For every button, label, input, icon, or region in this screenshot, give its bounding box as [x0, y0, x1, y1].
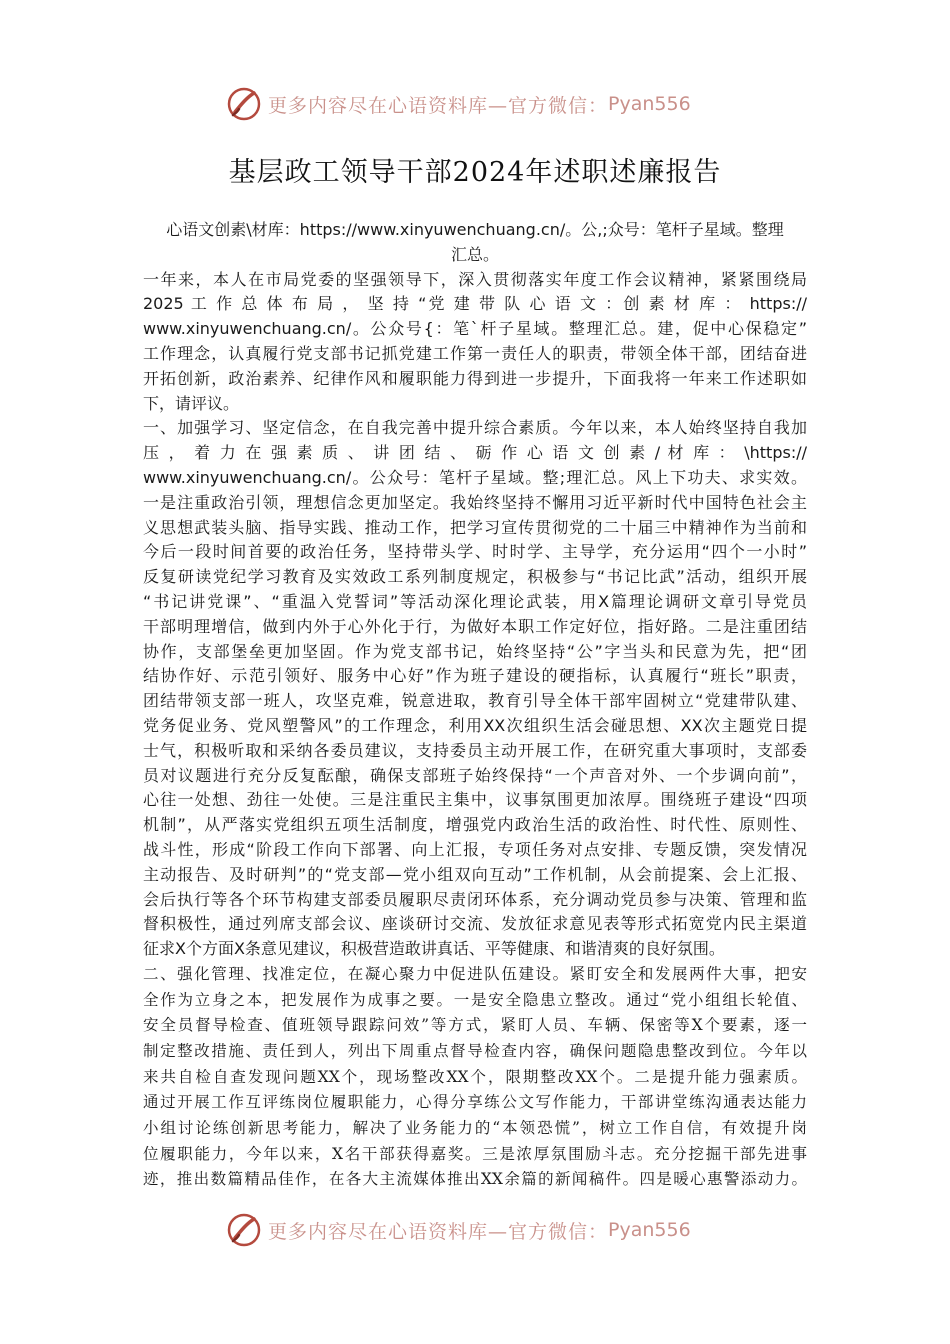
- body-line: 团结带领支部一班人，攻坚克难，锐意进取，教育引导全体干部牢固树立“党建带队建、: [143, 691, 807, 711]
- document-title: 基层政工领导干部2024年述职述廉报告: [228, 157, 722, 188]
- body-line: 下，请评议。: [143, 393, 240, 413]
- body-line: 开拓创新，政治素养、纪律作风和履职能力得到进一步提升，下面我将一年来工作述职如: [143, 368, 807, 388]
- body-line: 一年来，本人在市局党委的坚强领导下，深入贯彻落实年度工作会议精神，紧紧围绕局: [143, 269, 807, 289]
- body-line: 协作，支部堡垒更加坚固。作为党支部书记，始终坚持“公”字当头和民意为先，把“团: [143, 641, 807, 661]
- body-line: “书记讲党课”、“重温入党誓词”等活动深化理论武装，用X篇理论调研文章引导党员: [143, 591, 807, 611]
- body-line: 2025 工 作 总 体 布 局 ， 坚 持 “党 建 带 队 心 语 文 ：创 素 材 库 ： https://: [143, 294, 807, 314]
- body-line: 通过开展工作互评练岗位履职能力，心得分享练公文写作能力，干部讲堂练沟通表达能力: [143, 1093, 807, 1112]
- body-line: 制定整改措施、责任到人，列出下周重点督导检查内容，确保问题隐患整改到位。今年以: [143, 1041, 807, 1060]
- body-line: www.xinyuwenchuang.cn/。公众号：笔杆子星域。整;理汇总。风上下功夫、求实效。: [143, 467, 807, 487]
- banner-text: 更多内容尽在心语资料库—官方微信：: [268, 1220, 609, 1243]
- intro-line: 心语文创素\材库：https://www.xinyuwenchuang.cn/。公,;众号：笔杆子星域。整理: [166, 220, 784, 239]
- body-line: 二、强化管理、找准定位，在凝心聚力中促进队伍建设。紧盯安全和发展两件大事，把安: [143, 964, 807, 983]
- body-line: 来共自检自查发现问题XX个，现场整改XX个，限期整改XX个。二是提升能力强素质。: [143, 1067, 807, 1086]
- header-banner: [226, 84, 691, 124]
- body-line: 一是注重政治引领，理想信念更加坚定。我始终坚持不懈用习近平新时代中国特色社会主: [143, 492, 807, 512]
- banner-text: 更多内容尽在心语资料库—官方微信：: [268, 94, 609, 117]
- banner-wechat-id: Pyan556: [608, 93, 691, 115]
- body-line: 机制”，从严落实党组织五项生活制度，增强党内政治生活的政治性、时代性、原则性、: [143, 815, 807, 835]
- body-line: 结协作好、示范引领好、服务中心好”作为班子建设的硬指标，认真履行“班长”职责，: [143, 666, 807, 686]
- intro-line: 汇总。: [450, 244, 499, 264]
- body-line: 主动报告、及时研判”的“党支部—党小组双向互动”工作机制，从会前提案、会上汇报、: [143, 864, 807, 884]
- body-line: www.xinyuwenchuang.cn/。公众号{：笔`杆子星域。整理汇总。建，促中心保稳定”: [143, 319, 807, 339]
- body-line: 督积极性，通过列席支部会议、座谈研讨交流、发放征求意见表等形式拓宽党内民主渠道: [143, 914, 807, 934]
- body-line: 工作理念，认真履行党支部书记抓党建工作第一责任人的职责，带领全体干部，团结奋进: [143, 343, 807, 363]
- body-line: 压 ， 着 力 在 强 素 质 、 讲 团 结 、 砺 作 心 语 文 创 素 / 材 库 ： \https://: [143, 443, 807, 463]
- brush-logo-icon: [226, 86, 262, 122]
- body-line: 位履职能力，今年以来，X名干部获得嘉奖。三是浓厚氛围励斗志。充分挖掘干部先进事: [143, 1144, 807, 1163]
- body-line: 今后一段时间首要的政治任务，坚持带头学、时时学、主导学，充分运用“四个一小时”: [143, 542, 807, 562]
- body-line: 全作为立身之本，把发展作为成事之要。一是安全隐患立整改。通过“党小组组长轮值、: [143, 990, 807, 1009]
- body-line: 一、加强学习、坚定信念，在自我完善中提升综合素质。今年以来，本人始终坚持自我加: [143, 418, 807, 438]
- body-line: 义思想武装头脑、指导实践、推动工作，把学习宣传贯彻党的二十届三中精神作为当前和: [143, 517, 807, 537]
- body-line: 心往一处想、劲往一处使。三是注重民主集中，议事氛围更加浓厚。围绕班子建设“四项: [143, 790, 807, 810]
- body-line: 干部明理增信，做到内外于心外化于行，为做好本职工作定好位，指好路。二是注重团结: [143, 616, 807, 636]
- body-line: 小组讨论练创新思考能力，解决了业务能力的“本领恐慌”，树立工作自信，有效提升岗: [143, 1119, 807, 1138]
- banner-wechat-id: Pyan556: [608, 1219, 691, 1241]
- brush-logo-icon: [226, 1212, 262, 1248]
- body-line: 会后执行等各个环节构建支部委员履职尽责闭环体系，充分调动党员参与决策、管理和监: [143, 889, 807, 909]
- footer-banner: [226, 1210, 691, 1250]
- body-line: 安全员督导检查、值班领导跟踪问效”等方式，紧盯人员、车辆、保密等X个要素，逐一: [143, 1016, 807, 1035]
- body-line: 士气，积极听取和采纳各委员建议，支持委员主动开展工作，在研究重大事项时，支部委: [143, 740, 807, 760]
- body-line: 战斗性，形成“阶段工作向下部署、向上汇报，专项任务对点安排、专题反馈，突发情况: [143, 839, 807, 859]
- document-body: [143, 218, 807, 1193]
- body-line: 征求X个方面X条意见建议，积极营造敢讲真话、平等健康、和谐清爽的良好氛围。: [143, 939, 725, 959]
- body-line: 党务促业务、党风塑警风”的工作理念，利用XX次组织生活会碰思想、XX次主题党日提: [143, 715, 807, 735]
- body-line: 反复研读党纪学习教育及实效政工系列制度规定，积极参与“书记比武”活动，组织开展: [143, 567, 807, 587]
- body-line: 员对议题进行充分反复酝酿，确保支部班子始终保持“一个声音对外、一个步调向前”，: [143, 765, 807, 785]
- body-line: 迹，推出数篇精品佳作，在各大主流媒体推出XX余篇的新闻稿件。四是暖心惠警添动力。: [143, 1170, 807, 1189]
